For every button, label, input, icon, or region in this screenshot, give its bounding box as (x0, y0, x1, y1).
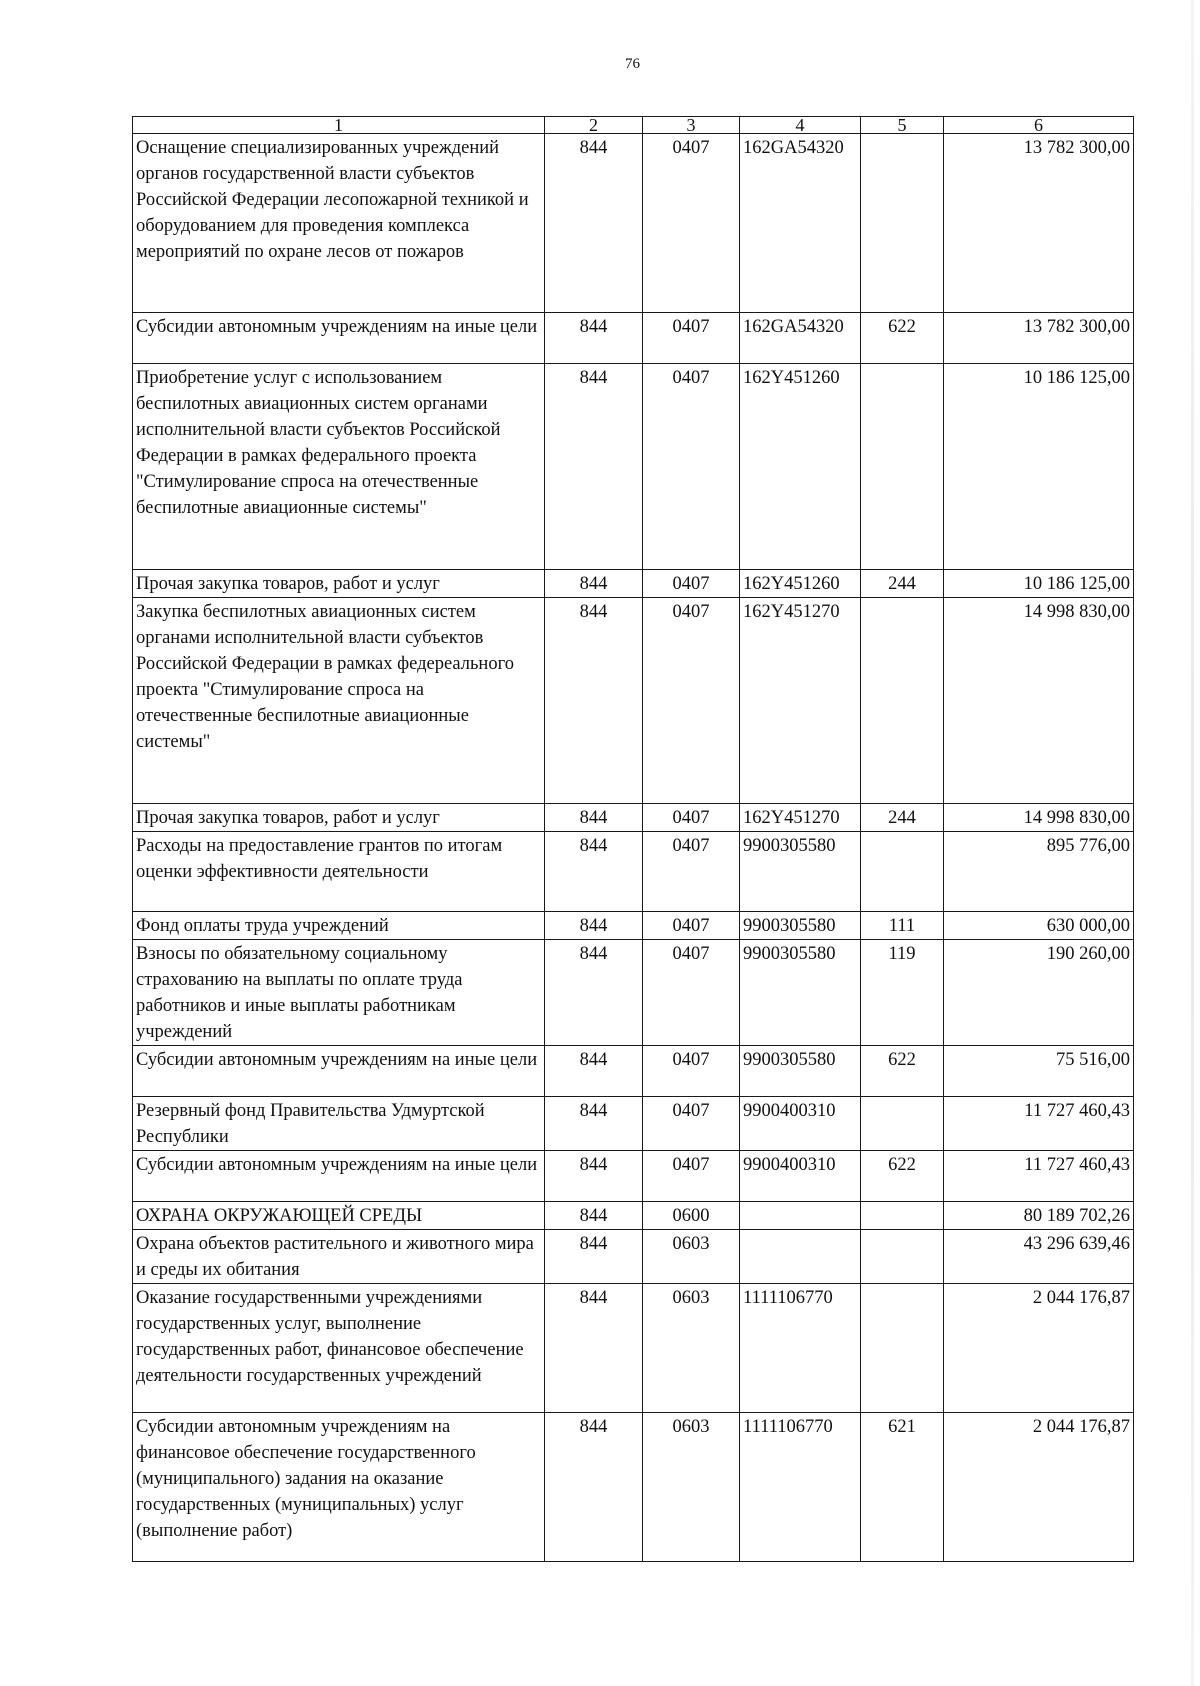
target-article-cell: 9900305580 (740, 940, 861, 1046)
target-article-cell: 162GA54320 (740, 134, 861, 313)
expense-name-cell: Охрана объектов растительного и животного мира и среды их обитания (133, 1230, 545, 1284)
column-header: 2 (545, 117, 643, 134)
expense-type-cell: 111 (861, 912, 944, 940)
table-row (133, 1202, 1134, 1230)
table-row (133, 1151, 1134, 1202)
admin-code-cell: 844 (545, 570, 643, 598)
column-header: 3 (643, 117, 740, 134)
section-code-cell: 0600 (643, 1202, 740, 1230)
table-row (133, 1284, 1134, 1413)
target-article-cell: 1111106770 (740, 1413, 861, 1562)
table-row (133, 912, 1134, 940)
target-article-cell (740, 1202, 861, 1230)
expense-type-cell (861, 134, 944, 313)
admin-code-cell: 844 (545, 1202, 643, 1230)
amount-cell: 2 044 176,87 (944, 1413, 1134, 1562)
amount-cell: 10 186 125,00 (944, 364, 1134, 570)
section-code-cell: 0407 (643, 804, 740, 832)
table-row (133, 1097, 1134, 1151)
admin-code-cell: 844 (545, 1230, 643, 1284)
expense-type-cell: 622 (861, 313, 944, 364)
admin-code-cell: 844 (545, 1151, 643, 1202)
amount-cell: 13 782 300,00 (944, 313, 1134, 364)
amount-cell: 80 189 702,26 (944, 1202, 1134, 1230)
amount-cell: 43 296 639,46 (944, 1230, 1134, 1284)
admin-code-cell: 844 (545, 1284, 643, 1413)
section-code-cell: 0407 (643, 598, 740, 804)
amount-cell: 190 260,00 (944, 940, 1134, 1046)
target-article-cell: 162Y451270 (740, 804, 861, 832)
section-code-cell: 0407 (643, 1097, 740, 1151)
table-row (133, 1046, 1134, 1097)
column-header: 6 (944, 117, 1134, 134)
admin-code-cell: 844 (545, 804, 643, 832)
amount-cell: 13 782 300,00 (944, 134, 1134, 313)
amount-cell: 14 998 830,00 (944, 598, 1134, 804)
amount-cell: 895 776,00 (944, 832, 1134, 912)
expense-type-cell: 621 (861, 1413, 944, 1562)
target-article-cell: 9900305580 (740, 832, 861, 912)
column-header: 1 (133, 117, 545, 134)
section-code-cell: 0407 (643, 1151, 740, 1202)
expense-type-cell (861, 1284, 944, 1413)
target-article-cell: 9900305580 (740, 1046, 861, 1097)
expense-type-cell: 622 (861, 1151, 944, 1202)
target-article-cell: 9900305580 (740, 912, 861, 940)
expense-name-cell: Субсидии автономным учреждениям на иные цели (133, 1046, 545, 1097)
expense-name-cell: Приобретение услуг с использованием беспилотных авиационных систем органами исполнительной власти субъектов Российской Федерации в рамках федерального проекта "Стимулирование спроса на отечественные беспилотные авиационные системы" (133, 364, 545, 570)
amount-cell: 630 000,00 (944, 912, 1134, 940)
section-code-cell: 0407 (643, 364, 740, 570)
amount-cell: 2 044 176,87 (944, 1284, 1134, 1413)
amount-cell: 14 998 830,00 (944, 804, 1134, 832)
column-header: 4 (740, 117, 861, 134)
table-row (133, 570, 1134, 598)
table-row (133, 804, 1134, 832)
page-number: 76 (625, 56, 640, 72)
admin-code-cell: 844 (545, 832, 643, 912)
expense-type-cell: 244 (861, 804, 944, 832)
admin-code-cell: 844 (545, 1097, 643, 1151)
expense-name-cell: Резервный фонд Правительства Удмуртской Республики (133, 1097, 545, 1151)
target-article-cell: 162GA54320 (740, 313, 861, 364)
expense-type-cell (861, 832, 944, 912)
amount-cell: 75 516,00 (944, 1046, 1134, 1097)
expense-name-cell: Прочая закупка товаров, работ и услуг (133, 804, 545, 832)
amount-cell: 11 727 460,43 (944, 1151, 1134, 1202)
admin-code-cell: 844 (545, 912, 643, 940)
expense-type-cell: 119 (861, 940, 944, 1046)
section-code-cell: 0407 (643, 832, 740, 912)
expense-name-cell: ОХРАНА ОКРУЖАЮЩЕЙ СРЕДЫ (133, 1202, 545, 1230)
expense-type-cell (861, 1202, 944, 1230)
expense-name-cell: Прочая закупка товаров, работ и услуг (133, 570, 545, 598)
admin-code-cell: 844 (545, 313, 643, 364)
section-code-cell: 0407 (643, 570, 740, 598)
section-code-cell: 0407 (643, 912, 740, 940)
expense-type-cell (861, 1230, 944, 1284)
target-article-cell: 162Y451260 (740, 570, 861, 598)
table-row (133, 313, 1134, 364)
table-row (133, 940, 1134, 1046)
amount-cell: 11 727 460,43 (944, 1097, 1134, 1151)
section-code-cell: 0603 (643, 1284, 740, 1413)
table-row (133, 134, 1134, 313)
section-code-cell: 0603 (643, 1413, 740, 1562)
expense-type-cell: 244 (861, 570, 944, 598)
admin-code-cell: 844 (545, 134, 643, 313)
expense-type-cell (861, 364, 944, 570)
table-row (133, 598, 1134, 804)
expense-name-cell: Субсидии автономным учреждениям на финансовое обеспечение государственного (муниципального) задания на оказание государственных (муниципальных) услуг (выполнение работ) (133, 1413, 545, 1562)
expense-name-cell: Оснащение специализированных учреждений органов государственной власти субъектов Российской Федерации лесопожарной техникой и оборудованием для проведения комплекса мероприятий по охране лесов от пожаров (133, 134, 545, 313)
expense-name-cell: Фонд оплаты труда учреждений (133, 912, 545, 940)
expense-name-cell: Субсидии автономным учреждениям на иные цели (133, 1151, 545, 1202)
section-code-cell: 0603 (643, 1230, 740, 1284)
table-row (133, 832, 1134, 912)
amount-cell: 10 186 125,00 (944, 570, 1134, 598)
expense-name-cell: Субсидии автономным учреждениям на иные цели (133, 313, 545, 364)
table-row (133, 1230, 1134, 1284)
target-article-cell: 9900400310 (740, 1097, 861, 1151)
section-code-cell: 0407 (643, 313, 740, 364)
scan-edge (1191, 0, 1194, 1686)
section-code-cell: 0407 (643, 940, 740, 1046)
target-article-cell: 1111106770 (740, 1284, 861, 1413)
expense-type-cell: 622 (861, 1046, 944, 1097)
expense-name-cell: Взносы по обязательному социальному страхованию на выплаты по оплате труда работников и иные выплаты работникам учреждений (133, 940, 545, 1046)
table-row (133, 364, 1134, 570)
section-code-cell: 0407 (643, 1046, 740, 1097)
admin-code-cell: 844 (545, 1046, 643, 1097)
expense-name-cell: Оказание государственными учреждениями государственных услуг, выполнение государственных работ, финансовое обеспечение деятельности государственных учреждений (133, 1284, 545, 1413)
target-article-cell: 9900400310 (740, 1151, 861, 1202)
column-header: 5 (861, 117, 944, 134)
expense-name-cell: Расходы на предоставление грантов по итогам оценки эффективности деятельности (133, 832, 545, 912)
column-number-row (133, 117, 1134, 134)
budget-table (132, 116, 1134, 1562)
target-article-cell (740, 1230, 861, 1284)
target-article-cell: 162Y451260 (740, 364, 861, 570)
target-article-cell: 162Y451270 (740, 598, 861, 804)
expense-name-cell: Закупка беспилотных авиационных систем органами исполнительной власти субъектов Российской Федерации в рамках федереального проекта "Стимулирование спроса на отечественные беспилотные авиационные системы" (133, 598, 545, 804)
admin-code-cell: 844 (545, 364, 643, 570)
section-code-cell: 0407 (643, 134, 740, 313)
admin-code-cell: 844 (545, 598, 643, 804)
admin-code-cell: 844 (545, 940, 643, 1046)
expense-type-cell (861, 598, 944, 804)
expense-type-cell (861, 1097, 944, 1151)
admin-code-cell: 844 (545, 1413, 643, 1562)
table-row (133, 1413, 1134, 1562)
